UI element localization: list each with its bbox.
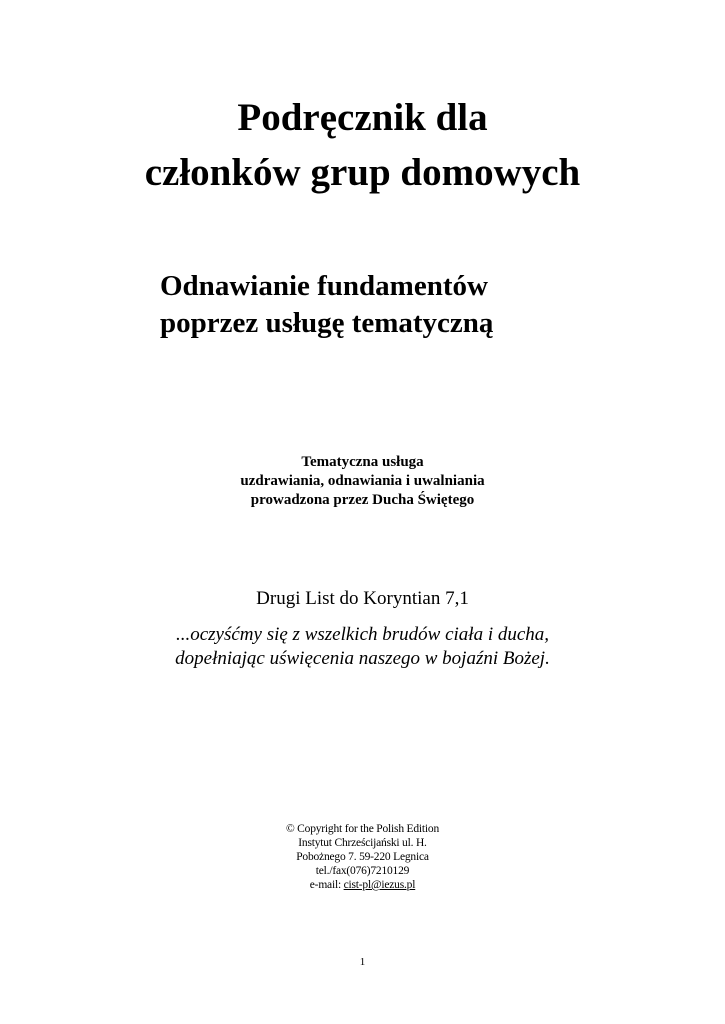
subtitle-line-2: poprzez usługę tematyczną (160, 307, 494, 339)
document-title (0, 90, 725, 200)
page-number: 1 (359, 956, 366, 968)
copyright-line-3: Pobożnego 7. 59-220 Legnica (296, 851, 429, 863)
subtitle-line-1: Odnawianie fundamentów (160, 270, 488, 302)
service-description (0, 453, 725, 510)
email-label: e-mail: (309, 879, 344, 891)
title-line-1: Podręcznik dla (237, 96, 488, 139)
title-line-2: członków grup domowych (144, 151, 581, 194)
service-line-3: prowadzona przez Ducha Świętego (250, 492, 475, 508)
verse-quote (0, 623, 725, 671)
verse-line-2: dopełniając uświęcenia naszego w bojaźni Bożej. (175, 648, 550, 669)
copyright-line-1: © Copyright for the Polish Edition (285, 823, 440, 835)
copyright-line-4: tel./fax(076)7210129 (315, 865, 410, 877)
verse-reference: Drugi List do Koryntian 7,1 (256, 588, 469, 609)
copyright-block (0, 822, 725, 892)
service-line-2: uzdrawiania, odnawiania i uwalniania (240, 473, 485, 489)
service-line-1: Tematyczna usługa (301, 454, 424, 470)
email-link[interactable]: cist-pl@iezus.pl (343, 879, 416, 891)
copyright-line-2: Instytut Chrześcijański ul. H. (298, 837, 427, 849)
verse-line-1: ...oczyśćmy się z wszelkich brudów ciała i ducha, (175, 624, 550, 645)
copyright-email-line (0, 878, 725, 892)
document-subtitle (160, 268, 493, 342)
